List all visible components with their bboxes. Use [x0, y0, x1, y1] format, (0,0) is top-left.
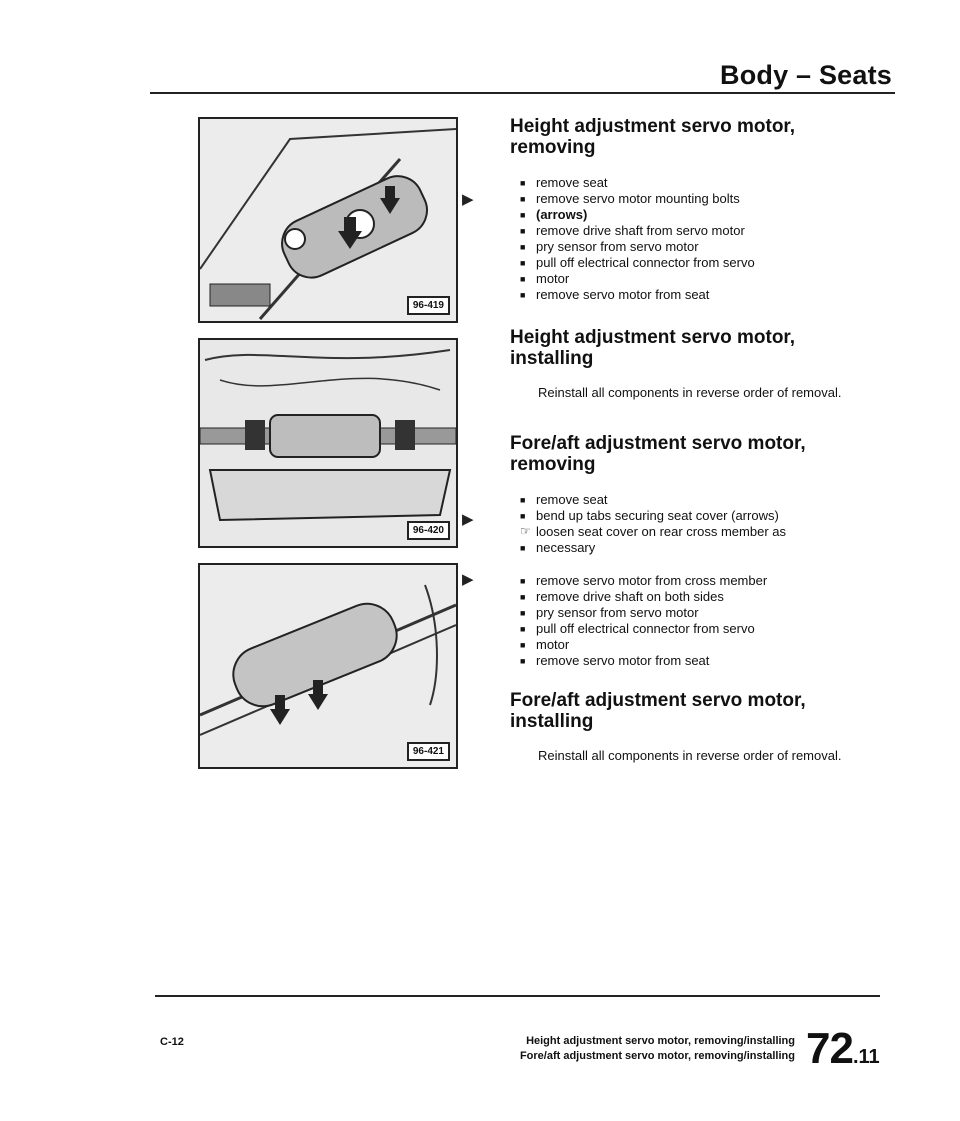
step-item: ■ pry sensor from servo motor	[520, 605, 860, 621]
figure-label: 96-420	[407, 521, 450, 540]
header-rule	[150, 92, 895, 94]
step-list	[520, 573, 860, 669]
step-item: ■ remove servo motor from cross member	[520, 573, 860, 589]
footer-topics	[470, 1034, 795, 1064]
section-text: Reinstall all components in reverse order of removal.	[538, 748, 842, 763]
step-item: ■ pull off electrical connector from servo	[520, 621, 860, 637]
servo-motor-foreaft-illustration-icon	[200, 340, 456, 546]
footer-topic-line: Height adjustment servo motor, removing/installing	[526, 1035, 795, 1047]
step-item: ☞ loosen seat cover on rear cross member as	[520, 524, 860, 540]
section-minor: .11	[852, 1046, 880, 1068]
section-heading: Height adjustment servo motor, removing	[510, 116, 796, 158]
footer-topic-line: Fore/aft adjustment servo motor, removing/installing	[519, 1050, 795, 1062]
step-item: ■ remove seat	[520, 175, 860, 191]
page-number: C-12	[160, 1036, 184, 1048]
figure-label: 96-421	[407, 742, 450, 761]
step-item: ■ (arrows)	[520, 207, 860, 223]
step-item: ■ remove servo motor mounting bolts	[520, 191, 860, 207]
page-title: Body – Seats	[720, 60, 892, 90]
step-item: ■ pry sensor from servo motor	[520, 239, 860, 255]
footer-rule	[155, 995, 880, 997]
figure-seat-cover-tabs	[198, 563, 458, 769]
step-item: ■ motor	[520, 637, 860, 653]
step-item: ■ bend up tabs securing seat cover (arrows)	[520, 508, 860, 524]
pointer-arrow-icon: ▶	[462, 571, 474, 588]
step-item: ■ necessary	[520, 540, 860, 556]
step-list	[520, 175, 860, 303]
step-item: ■ motor	[520, 271, 860, 287]
section-heading: Fore/aft adjustment servo motor, installing	[510, 690, 806, 732]
pointer-arrow-icon: ▶	[462, 191, 474, 208]
section-major: 72	[806, 1024, 853, 1073]
step-list	[520, 492, 860, 556]
section-number	[806, 1024, 880, 1074]
step-item: ■ remove seat	[520, 492, 860, 508]
figure-label: 96-419	[407, 296, 450, 315]
section-text: Reinstall all components in reverse order of removal.	[538, 385, 842, 400]
step-item: ■ remove drive shaft on both sides	[520, 589, 860, 605]
servo-motor-height-illustration-icon	[200, 119, 456, 321]
step-item: ■ remove drive shaft from servo motor	[520, 223, 860, 239]
step-item: ■ remove servo motor from seat	[520, 287, 860, 303]
seat-cover-tabs-illustration-icon	[200, 565, 456, 767]
figure-height-servo-motor	[198, 117, 458, 323]
section-heading: Fore/aft adjustment servo motor, removing	[510, 433, 806, 475]
section-heading: Height adjustment servo motor, installing	[510, 327, 796, 369]
pointer-arrow-icon: ▶	[462, 511, 474, 528]
step-item: ■ pull off electrical connector from servo	[520, 255, 860, 271]
step-item: ■ remove servo motor from seat	[520, 653, 860, 669]
figure-foreaft-servo-motor	[198, 338, 458, 548]
